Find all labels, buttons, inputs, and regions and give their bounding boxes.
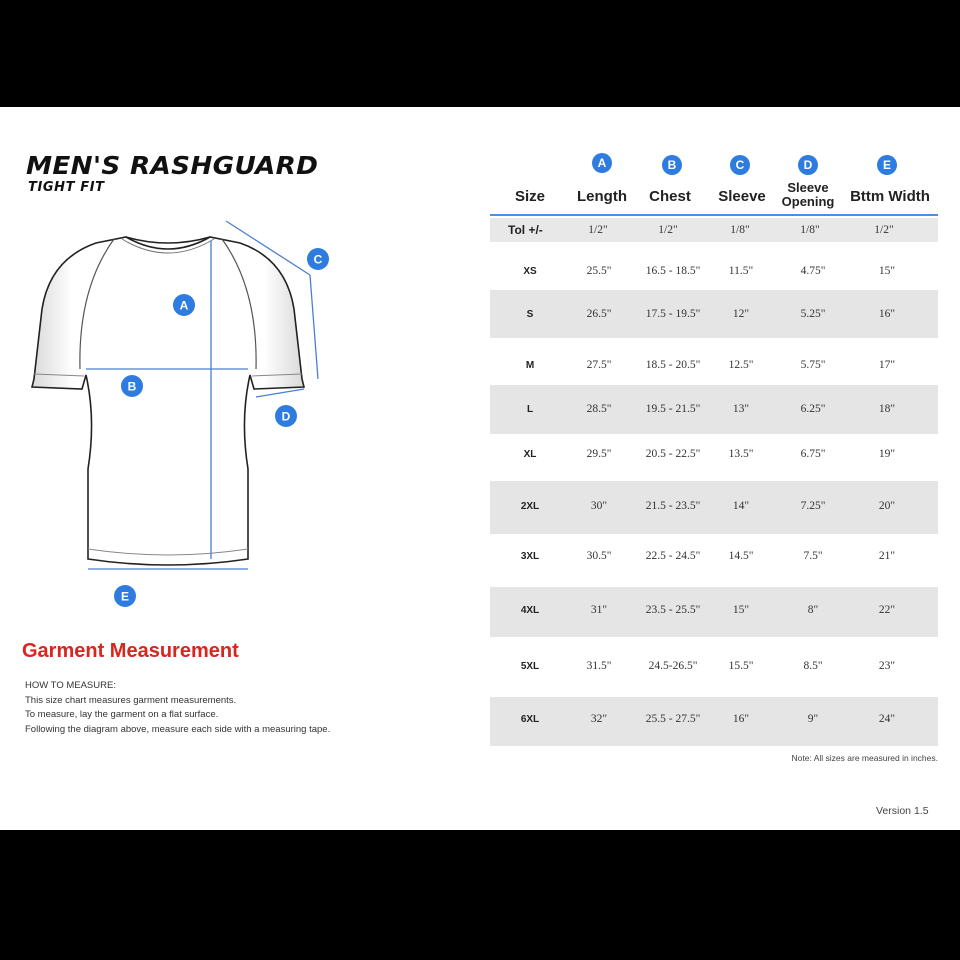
value-cell: 27.5" — [586, 359, 612, 371]
size-cell: 5XL — [520, 661, 540, 672]
value-cell: 25.5" — [586, 265, 612, 277]
size-cell: XS — [523, 266, 537, 277]
value-cell: 24" — [878, 713, 896, 725]
table-row — [490, 338, 938, 385]
value-cell: 22" — [878, 604, 896, 616]
column-letter-e-icon: E — [877, 155, 897, 175]
value-cell: 32" — [590, 713, 608, 725]
tolerance-row — [490, 218, 938, 242]
svg-text:C: C — [313, 252, 323, 267]
value-cell: 8.5" — [803, 660, 823, 672]
value-cell: 7.5" — [803, 550, 823, 562]
header-sleeve: Sleeve — [718, 188, 766, 205]
value-cell: 17" — [878, 359, 896, 371]
value-cell: 23.5 - 25.5" — [645, 604, 701, 616]
size-cell: 4XL — [520, 605, 540, 616]
value-cell: 6.75" — [800, 448, 826, 460]
table-row — [490, 481, 938, 534]
rashguard-diagram — [18, 219, 348, 614]
value-cell: 7.25" — [800, 500, 826, 512]
svg-text:B: B — [127, 379, 137, 394]
value-cell: 8" — [807, 604, 819, 616]
version-label: Version 1.5 — [876, 805, 929, 817]
value-cell: 9" — [807, 713, 819, 725]
table-row — [490, 385, 938, 434]
size-cell: S — [526, 309, 534, 320]
how-to-line: To measure, lay the garment on a flat surface. — [25, 709, 219, 720]
table-row — [490, 534, 938, 587]
table-row — [490, 246, 938, 290]
value-cell: 25.5 - 27.5" — [645, 713, 701, 725]
value-cell: 30" — [590, 500, 608, 512]
table-row — [490, 587, 938, 637]
value-cell: 16" — [732, 713, 750, 725]
value-cell: 24.5-26.5" — [648, 660, 698, 672]
header-size: Size — [514, 188, 545, 205]
value-cell: 31" — [590, 604, 608, 616]
value-cell: 21" — [878, 550, 896, 562]
size-cell: XL — [523, 449, 537, 460]
table-row — [490, 637, 938, 697]
tolerance-value: 1/2" — [874, 224, 894, 236]
value-cell: 20" — [878, 500, 896, 512]
value-cell: 22.5 - 24.5" — [645, 550, 701, 562]
value-cell: 20.5 - 22.5" — [645, 448, 701, 460]
header-bottom-width: Bttm Width — [850, 188, 930, 205]
page-title: MEN'S RASHGUARD — [26, 151, 319, 180]
header-divider — [490, 214, 938, 216]
how-to-measure — [25, 679, 445, 737]
column-letter-a-icon: A — [592, 153, 612, 173]
value-cell: 5.75" — [800, 359, 826, 371]
label-a-icon — [173, 294, 195, 316]
size-cell: 2XL — [520, 501, 540, 512]
value-cell: 6.25" — [800, 403, 826, 415]
shirt-outline — [32, 237, 304, 565]
page-subtitle: TIGHT FIT — [28, 180, 105, 195]
column-letter-b-icon: B — [662, 155, 682, 175]
table-row — [490, 697, 938, 746]
tolerance-value: 1/8" — [800, 224, 820, 236]
label-e-icon — [114, 585, 136, 607]
measurement-note: Note: All sizes are measured in inches. — [791, 753, 938, 763]
value-cell: 12" — [732, 308, 750, 320]
garment-measurement-title: Garment Measurement — [22, 640, 239, 662]
value-cell: 14.5" — [728, 550, 754, 562]
value-cell: 19" — [878, 448, 896, 460]
value-cell: 30.5" — [586, 550, 612, 562]
value-cell: 13" — [732, 403, 750, 415]
value-cell: 26.5" — [586, 308, 612, 320]
value-cell: 31.5" — [586, 660, 612, 672]
value-cell: 15.5" — [728, 660, 754, 672]
value-cell: 4.75" — [800, 265, 826, 277]
tolerance-label: Tol +/- — [508, 223, 543, 237]
value-cell: 5.25" — [800, 308, 826, 320]
value-cell: 15" — [732, 604, 750, 616]
size-cell: L — [526, 404, 534, 415]
value-cell: 12.5" — [728, 359, 754, 371]
value-cell: 18.5 - 20.5" — [645, 359, 701, 371]
size-table — [490, 107, 938, 830]
tolerance-value: 1/8" — [730, 224, 750, 236]
value-cell: 15" — [878, 265, 896, 277]
column-letter-c-icon: C — [730, 155, 750, 175]
table-row — [490, 290, 938, 338]
value-cell: 23" — [878, 660, 896, 672]
header-length: Length — [577, 188, 627, 205]
how-to-line: Following the diagram above, measure each side with a measuring tape. — [25, 723, 331, 735]
value-cell: 21.5 - 23.5" — [645, 500, 701, 512]
size-chart-sheet — [0, 107, 960, 830]
size-cell: 3XL — [520, 551, 540, 562]
label-c-icon — [307, 248, 329, 270]
value-cell: 29.5" — [586, 448, 612, 460]
value-cell: 17.5 - 19.5" — [645, 308, 701, 320]
value-cell: 28.5" — [586, 403, 612, 415]
tolerance-value: 1/2" — [588, 224, 608, 236]
how-to-line: This size chart measures garment measurements. — [25, 694, 237, 706]
label-b-icon — [121, 375, 143, 397]
size-cell: 6XL — [520, 714, 540, 725]
header-sleeve-opening: Sleeve Opening — [781, 180, 835, 209]
tolerance-value: 1/2" — [658, 224, 678, 236]
table-row — [490, 434, 938, 481]
svg-text:E: E — [120, 589, 130, 604]
how-to-line: HOW TO MEASURE: — [25, 680, 116, 691]
value-cell: 18" — [878, 403, 896, 415]
value-cell: 11.5" — [728, 265, 754, 277]
header-chest: Chest — [649, 188, 691, 205]
value-cell: 16.5 - 18.5" — [645, 265, 701, 277]
value-cell: 14" — [732, 500, 750, 512]
label-d-icon — [275, 405, 297, 427]
size-cell: M — [525, 360, 535, 371]
value-cell: 19.5 - 21.5" — [645, 403, 701, 415]
value-cell: 13.5" — [728, 448, 754, 460]
column-letter-d-icon: D — [798, 155, 818, 175]
svg-text:A: A — [179, 298, 189, 313]
svg-text:D: D — [281, 409, 291, 424]
value-cell: 16" — [878, 308, 896, 320]
